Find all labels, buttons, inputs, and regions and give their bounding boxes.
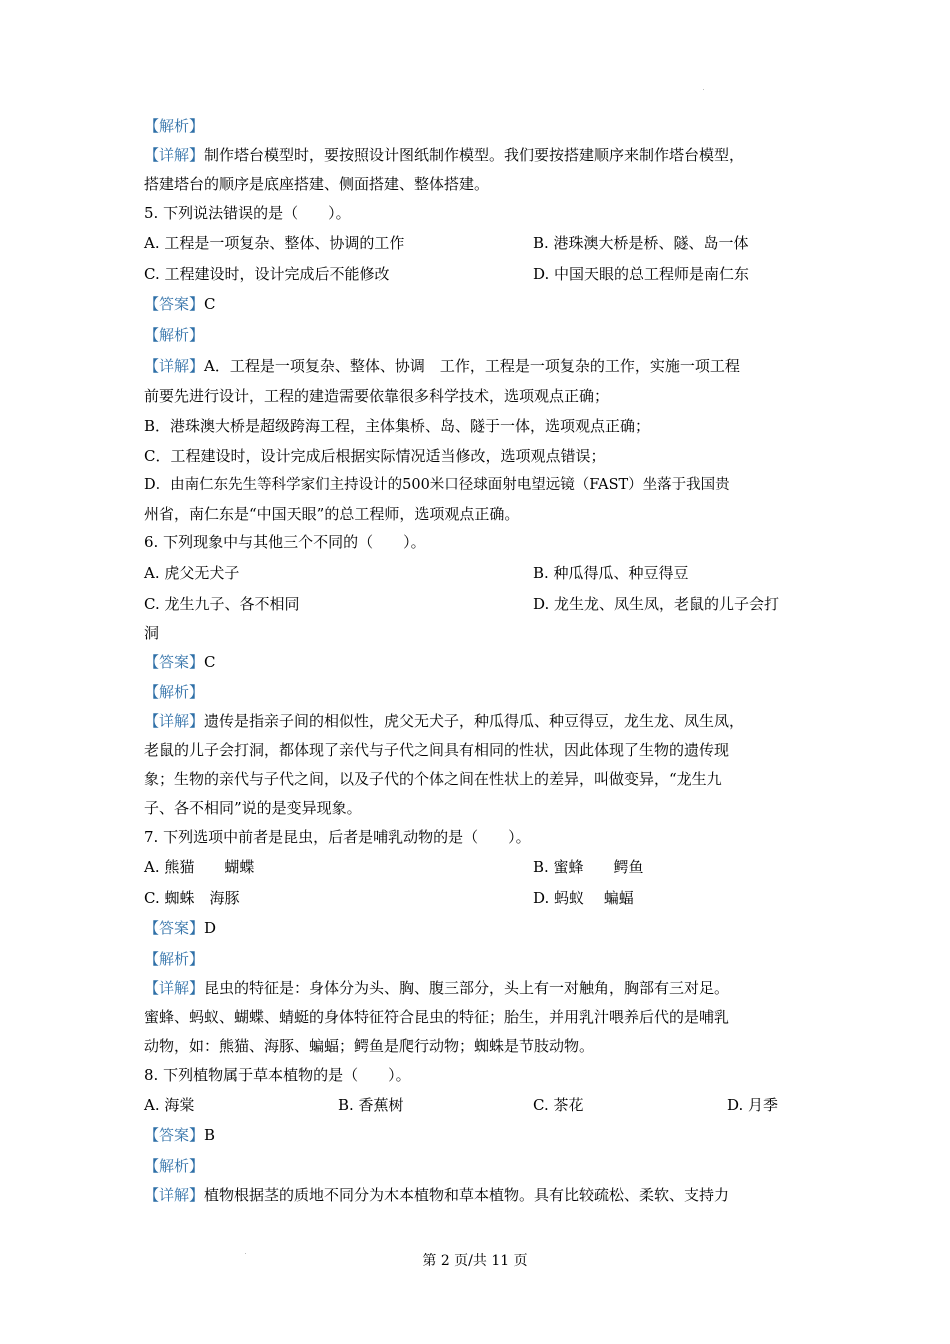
q8-option-c: C. 茶花	[533, 1096, 584, 1114]
q5-detail-line: B．港珠澳大桥是超级跨海工程，主体集桥、岛、隧于一体，选项观点正确；	[144, 417, 651, 435]
q8-option-a: A. 海棠	[144, 1096, 195, 1114]
q7-detail-line: 动物，如：熊猫、海豚、蝙蝠；鳄鱼是爬行动物；蜘蛛是节肢动物。	[144, 1037, 595, 1055]
q5-detail-line: C．工程建设时，设计完成后根据实际情况适当修改，选项观点错误；	[144, 447, 606, 465]
q8-answer: 【答案】B	[144, 1126, 216, 1144]
q5-option-d: D. 中国天眼的总工程师是南仁东	[533, 265, 750, 283]
q6-analysis-heading: 【解析】	[144, 683, 205, 701]
question-6: 6. 下列现象中与其他三个不同的（ ）。	[144, 533, 426, 551]
q5-option-a: A. 工程是一项复杂、整体、协调的工作	[144, 234, 405, 252]
q6-detail-line: 象；生物的亲代与子代之间，以及子代的个体之间在性状上的差异，叫做变异，“龙生九	[144, 770, 722, 788]
detail-line: 【详解】制作塔台模型时，要按照设计图纸制作模型。我们要按搭建顺序来制作塔台模型，	[144, 146, 745, 164]
q6-detail-line: 老鼠的儿子会打洞，都体现了亲代与子代之间具有相同的性状，因此体现了生物的遗传现	[144, 741, 730, 759]
q7-option-c: C. 蜘蛛 海豚	[144, 889, 240, 907]
q8-option-b: B. 香蕉树	[338, 1096, 404, 1114]
q5-detail-line: 州省，南仁东是“中国天眼”的总工程师，选项观点正确。	[144, 505, 520, 523]
detail-line: 搭建塔台的顺序是底座搭建、侧面搭建、整体搭建。	[144, 175, 490, 193]
q5-answer: 【答案】C	[144, 295, 216, 313]
q6-option-d: D. 龙生龙、凤生凤，老鼠的儿子会打	[533, 595, 780, 613]
q6-option-b: B. 种瓜得瓜、种豆得豆	[533, 564, 689, 582]
q7-detail-line: 【详解】昆虫的特征是：身体分为头、胸、腹三部分，头上有一对触角，胸部有三对足。	[144, 979, 730, 997]
q6-detail-line: 【详解】遗传是指亲子间的相似性，虎父无犬子，种瓜得瓜、种豆得豆，龙生龙、凤生凤，	[144, 712, 745, 730]
q6-option-d-wrap: 洞	[144, 624, 160, 642]
q7-option-d: D. 蚂蚁 蝙蝠	[533, 889, 634, 907]
q5-option-c: C. 工程建设时，设计完成后不能修改	[144, 265, 390, 283]
q7-option-b: B. 蜜蜂 鳄鱼	[533, 858, 644, 876]
q8-detail-line: 【详解】植物根据茎的质地不同分为木本植物和草本植物。具有比较疏松、柔软、支持力	[144, 1186, 730, 1204]
q5-detail-line: 前要先进行设计，工程的建造需要依靠很多科学技术，选项观点正确；	[144, 387, 610, 405]
page-footer: 第 2 页/共 11 页	[422, 1253, 528, 1269]
q7-detail-line: 蜜蜂、蚂蚁、蝴蝶、蜻蜓的身体特征符合昆虫的特征；胎生，并用乳汁喂养后代的是哺乳	[144, 1008, 730, 1026]
scan-dot	[703, 89, 704, 90]
q8-analysis-heading: 【解析】	[144, 1157, 205, 1175]
question-5: 5. 下列说法错误的是（ ）。	[144, 204, 351, 222]
question-7: 7. 下列选项中前者是昆虫，后者是哺乳动物的是（ ）。	[144, 828, 531, 846]
q6-answer: 【答案】C	[144, 653, 216, 671]
analysis-heading: 【解析】	[144, 117, 205, 135]
q5-analysis-heading: 【解析】	[144, 326, 205, 344]
q7-option-a: A. 熊猫 蝴蝶	[144, 858, 255, 876]
q5-detail-line: 【详解】A．工程是一项复杂、整体、协调 工作，工程是一项复杂的工作，实施一项工程	[144, 357, 740, 375]
question-8: 8. 下列植物属于草本植物的是（ ）。	[144, 1066, 411, 1084]
q7-answer: 【答案】D	[144, 919, 217, 937]
q8-option-d: D. 月季	[727, 1096, 779, 1114]
q6-option-a: A. 虎父无犬子	[144, 564, 240, 582]
q6-detail-line: 子、各不相同”说的是变异现象。	[144, 799, 362, 817]
q7-analysis-heading: 【解析】	[144, 950, 205, 968]
q5-option-b: B. 港珠澳大桥是桥、隧、岛一体	[533, 234, 749, 252]
q5-detail-line: D．由南仁东先生等科学家们主持设计的500米口径球面射电望远镜（FAST）坐落于我国贵	[144, 477, 730, 493]
q6-option-c: C. 龙生九子、各不相同	[144, 595, 300, 613]
